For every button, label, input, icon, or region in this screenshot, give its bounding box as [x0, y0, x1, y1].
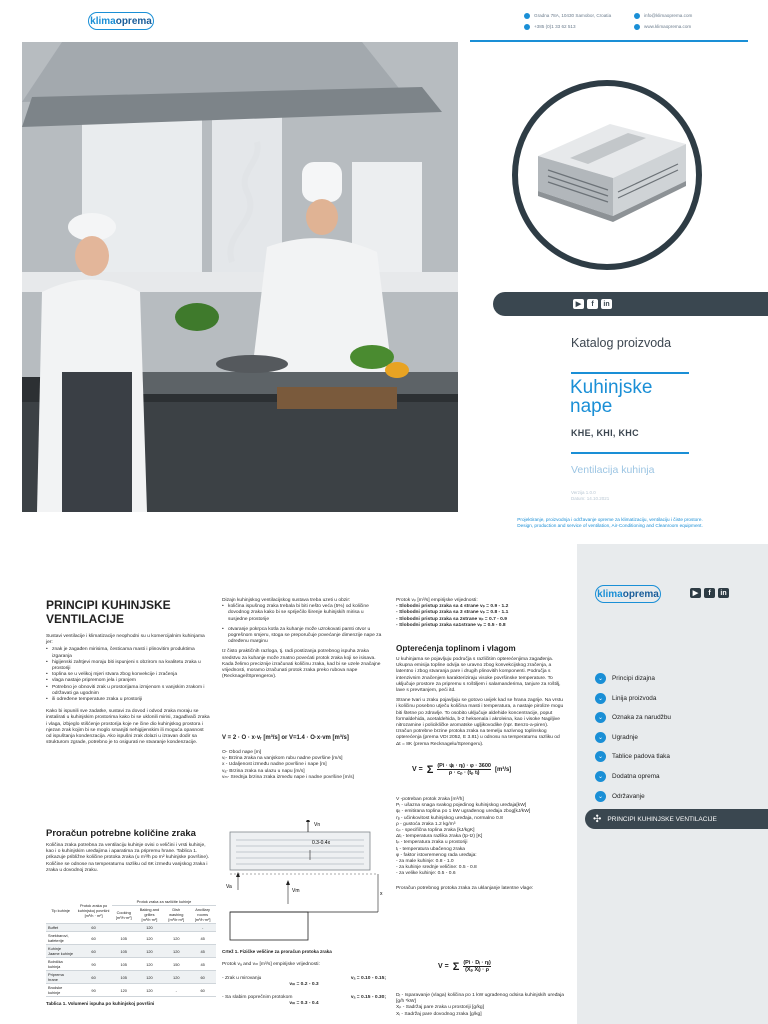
cover-models: KHE, KHI, KHC	[571, 428, 639, 438]
sidebar-item-label: Principi dizajna	[612, 675, 655, 682]
table-cell: Buffet	[46, 924, 75, 932]
velocity-value: vₐ = 0.15 - 0.30;	[350, 994, 386, 1000]
table-row	[46, 984, 216, 997]
table-cell: 45	[189, 945, 216, 958]
logo-mark	[595, 585, 661, 603]
opt-heading: Opterećenja toplinom i vlagom	[396, 644, 516, 653]
linkedin-icon[interactable]: in	[718, 588, 729, 598]
logo-text-b: oprema	[622, 588, 659, 600]
social-bar	[493, 292, 768, 316]
contact-address: Gradna 78A, 10430 Samobor, Croatia	[534, 13, 612, 18]
table-header: Baking and grilles [m³/h·m²]	[136, 906, 164, 924]
chevron-down-icon: ⌄	[595, 693, 606, 704]
sidebar-active-section[interactable]	[585, 809, 768, 829]
cover-tagline	[470, 517, 750, 529]
email-icon	[634, 13, 640, 19]
sidebar-active-label: PRINCIPI KUHINJSKE VENTILACIJE	[607, 815, 717, 823]
list-item: • Potrebno je obnoviti zrak u prostorijama izmjenom s vanjskim zrakom i održavati ga ugodnim	[46, 685, 210, 697]
sidebar-item-odrzavanje[interactable]	[595, 791, 671, 802]
catalog-label: Katalog proizvoda	[571, 336, 672, 350]
table-row	[46, 971, 216, 984]
table-cell: 120	[136, 971, 164, 984]
protok-line: - Slobodni pristup zraka sa1strane vₚ = 0.5 - 0.8	[396, 622, 506, 628]
col3-text	[396, 598, 564, 629]
sidebar-nav	[595, 673, 671, 810]
table-cell: 90	[75, 958, 112, 971]
table-header: Dish washing [m³/h·m²]	[163, 906, 189, 924]
table-cell: 90	[75, 984, 112, 997]
header-accent-rule	[470, 40, 748, 42]
page2-heading-line2: VENTILACIJE	[46, 612, 125, 626]
product-hood-image	[512, 80, 702, 270]
chevron-down-icon: ⌄	[595, 732, 606, 743]
chevron-down-icon: ⌄	[595, 712, 606, 723]
list-item: • otvaranje pokrpca kotla za kuhanje može uzrokovati pamti otvor u pogrešnom smjeru, stoga se preporučuje povećanje dimenzije nape za određenu marginu	[222, 627, 384, 646]
table-cell: 60	[189, 984, 216, 997]
table-cell: 60	[75, 932, 112, 945]
var-line: ηᵢ - učinkovitost kuhinjskog uređaja, normalno 0.8	[396, 815, 503, 821]
version-block	[571, 490, 609, 502]
var-line: Δtᵢ - temperatura razlika zraka (tp-tz) [K]	[396, 834, 483, 840]
table-header: Ancillary rooms [m³/h·m²]	[189, 906, 216, 924]
cover-subtitle: Ventilacija kuhinja	[571, 464, 655, 476]
chevron-down-icon: ⌄	[595, 791, 606, 802]
table-cell: -	[189, 924, 216, 932]
formula-main: V = 2 · O · x·vᵣ [m³/s] or V=1.4 · O·x·vm [m³/s]	[222, 735, 349, 741]
velocity-intro: Protok vₐ and vₘ [m³/s] empirijske vrijednosti:	[222, 962, 320, 967]
table-cell: Brodske kuhinje	[46, 984, 75, 997]
title-rule-top	[571, 372, 689, 374]
table-row	[46, 958, 216, 971]
vars3	[396, 993, 566, 1018]
airflow-diagram	[222, 820, 390, 948]
var-line: Pᵢ - ušazna snaga svakog pojedinog kuhinjskog uređaja[kW]	[396, 803, 527, 809]
sidebar-item-label: Tablice padova tlaka	[612, 753, 670, 761]
sidebar-item-principi[interactable]	[595, 673, 671, 684]
col2-para: Iz čisto praktičnih razloga, tj. radi postizanja potrebnog ispuha zraka sredstvu za kuhanje može znatno povećati protok zraka koji se isisava. Kada želimo preciznije izračunati količinu zraka, kad bi se uzele značajne vrijednosti, moramo izračunati protok zraka preko rubova nape (Recknagel/Sprengerov).	[222, 649, 381, 680]
sidebar-item-label: Dodatna oprema	[612, 772, 660, 780]
fan-icon: ✣	[593, 813, 602, 825]
table-row	[46, 945, 216, 958]
var-line: Xᵢ - Sadržaj pare dovodnog zraka [g/kg]	[396, 1011, 482, 1017]
var-line: cₚ - specifična toplina zraka [kJ/kgK]	[396, 828, 475, 834]
brand-logo	[88, 12, 154, 30]
table-cell: 120	[136, 945, 164, 958]
title-rule-bottom	[571, 452, 689, 454]
air-volume-table	[46, 898, 216, 1006]
table-cell: 105	[112, 971, 136, 984]
var-line: vₐ- Brzina zraka na ulazu u napu [m/s]	[222, 768, 305, 774]
cover-title	[570, 378, 652, 416]
table-row	[46, 932, 216, 945]
table-cell: Priprema hrane	[46, 971, 75, 984]
table-cell: 150	[163, 958, 189, 971]
logo-text-a: klima	[597, 588, 623, 600]
page2-heading	[46, 598, 216, 626]
var-line: tₚ - temperatura zraka u prostoriji	[396, 840, 468, 846]
var-line: tᵢ - temperatura ubačenog zraka	[396, 846, 466, 852]
var-line: - za kuhinje srednje veličine: 0.5 - 0.8	[396, 865, 477, 871]
cover-title-line2: nape	[570, 396, 613, 417]
latent-intro: Proračun potrebnog protoka zraka za uklanjanje latentne vlage:	[396, 885, 534, 891]
list-item: • količina ispušnog zraka trebala bi biti nešto veća (5%) od količine dovodnog zraka kako bi se spriječilo širenje kuhinjskih mirisa u susjedne prostorije	[222, 604, 384, 623]
contact-web-block	[634, 10, 692, 32]
chevron-down-icon: ⌄	[595, 673, 606, 684]
version-text: Verzija 1.0.0	[571, 490, 596, 495]
logo-mark	[88, 12, 154, 30]
table-cell: 45	[189, 932, 216, 945]
sidebar-item-tablice[interactable]	[595, 751, 671, 762]
table-header: Cooking [m³/h·m²]	[112, 906, 136, 924]
var-line: vᵣ- Brzina zraka na vanjskom rubu nadne površine [m/s]	[222, 756, 343, 762]
table-cell: Snekbarovi, kafeterije	[46, 932, 75, 945]
table-cell: 120	[136, 932, 164, 945]
kitchen-scene	[22, 42, 458, 512]
table-caption: Tablica 1. Volumeni ispuha po kuhinjskoj površini	[46, 1001, 155, 1006]
table-cell: 120	[163, 945, 189, 958]
figure-caption: Crtež 1. Fizičke veličine za proračun protoka zraka	[222, 949, 332, 954]
kitchen-hood-illustration	[518, 86, 696, 264]
table-cell: 120	[112, 984, 136, 997]
table-cell: 60	[75, 924, 112, 932]
intro-bullets	[46, 647, 210, 703]
intro-text: Sustavi ventilacije i klimatizacije neophodni su u komercijalnim kuhinjama jer:	[46, 634, 205, 646]
col2-bullets	[222, 604, 384, 645]
table-header-group: Protok zraka za različite kuhinje	[112, 898, 216, 906]
velocity-label: - Sa slabim poprečnim protokom	[222, 994, 293, 1000]
facebook-icon[interactable]: f	[587, 299, 598, 309]
table-cell: 105	[112, 958, 136, 971]
opt-text	[396, 657, 564, 748]
formula2-denominator: ρ · cₚ · (tₚ tᵢ)	[448, 770, 480, 776]
formula3-numerator: (Pi · Dᵢ · ηᵢ)	[463, 960, 491, 966]
para1: Kako bi ispunili sve zadatke, sustavi za dovod i odvod zraka moraju se instalirati u kuhinjskim prostorima kako bi se uklonili mirisi, zagađivači zraka i vlaga, izbjeglo stišćenje prostorija koje ne čine dio kuhinjskog prostora i njezan zrak kojim bi se moglo smanjiti nehigijenskim ili moguća opasnost od ispuštanja kondenzacija. Ako ispušni zrak dolazi u izravan dodir sa strukturom zgrade, potrebno je to osigurati ne stvaranje kondenzacije.	[46, 709, 210, 746]
list-item: • znak je zagađen mirisima, česticama masti i plinovitim produktima izgaranja	[46, 647, 210, 659]
sidebar-item-label: Ugradnje	[612, 733, 638, 741]
var-line: ψᵢ - emitirana toplina po 1 kW ugrađenog uređaja zbog[kJ/kW]	[396, 809, 531, 815]
sidebar-item-label: Linija proizvoda	[612, 694, 657, 702]
table-cell: 120	[136, 984, 164, 997]
table-header: Protok zraka po kuhinjskoj površini [m³/h · m²]	[75, 898, 112, 924]
location-icon	[524, 13, 530, 19]
table-cell: 60	[75, 971, 112, 984]
contact-address-block	[524, 10, 611, 32]
formula3: V = Σ $\frac{\text{(Pi · Dᵢ · ηᵢ)}}{\text{(Xₚ Xᵢ) · ρ}}$	[438, 960, 491, 973]
linkedin-icon[interactable]: in	[601, 299, 612, 309]
list-item: • toplina se u velikoj mjeri stvara zbog konvekcije i zračenja	[46, 672, 210, 678]
vars2	[396, 797, 566, 892]
sidebar-logo	[595, 585, 661, 603]
var-line: - za male kuhinje: 0.8 - 1.0	[396, 859, 454, 865]
opt-para2: Strane tvari u zraku pojavljuju se gotovo uvijek kad se hrana zagrije. Na vrstu i količinu posebno utječu količina masti i temperatura, a nastaje pirolize mogu biti štetne po zdravlje. To osobito uključuje aldehide koncentracije, poput formaldehida, acetaldehida, b-2 heksenala i akroleina, kao i visoke Nagiljive nitrozamine i policikličke aromatske ugljikovodike (npr. Benzo-a-piren). Izračun potrebne brzine protoka zraka na temelju nazivnog toplinskog opterećenja (prema VDI 2052, E 3.81) u odnosu na temperaturnu razliku od Δt = 8K (prema Recknagelu/Sprengeru).	[396, 698, 564, 747]
youtube-icon[interactable]: ▶	[690, 588, 701, 598]
opt-para1: U kuhinjama se pojavljuju područja s različitim opterećenjima zagađenja. Ukupna emisija topline odvija se uravno zbog konvekcijskog zračenja, a latentno i zbog stvaranja pare i drugih plinovitih komponenti. Područja s intenzivnim značenjem karakteriziraju visoke površinske temperature. To uključuje prostore za pripremu s roštiljem i salamanderima, tanjure za roštilj, lave s prevrtanjem, peći itd.	[396, 657, 561, 694]
label-dim: 0.3-0.4x	[312, 840, 331, 846]
logo-text-b: oprema	[115, 15, 152, 27]
table	[46, 898, 216, 997]
var-line: vₘ- Srednja brzina zraka između nape i nadne površine [m/s]	[222, 774, 354, 780]
youtube-icon[interactable]: ▶	[573, 299, 584, 309]
var-line: - za velike kuhinje: 0.5 - 0.6	[396, 871, 456, 877]
table-cell: 45	[189, 958, 216, 971]
sidebar-item-dodatna[interactable]	[595, 771, 671, 782]
velocity-value: vₘ = 0.3 - 0.4	[289, 1000, 319, 1006]
velocity-block	[222, 962, 386, 1007]
table-cell: 105	[112, 932, 136, 945]
formula2: V = Σ $\frac{\text{(Pi · ψᵢ · ηᵢ) · φ · 3600}}{\text{ρ · cₚ · (tₚ tᵢ)}}$ [m³/s]	[412, 763, 512, 776]
table-header: Tip kuhinje	[46, 898, 75, 924]
cover-title-line1: Kuhinjske	[570, 377, 653, 398]
table-cell: -	[163, 984, 189, 997]
formula2-numerator: (Pi · ψᵢ · ηᵢ) · φ · 3600	[437, 763, 491, 769]
velocity-value: vₐ = 0.10 - 0.15;	[350, 976, 386, 982]
col2-intro: Dizajn kuhinjskog ventilacijskog sustava treba uzeti u obzir:	[222, 598, 351, 603]
var-line: Xₚ - Sadržaj pare zraka u prostoriji [g/kg]	[396, 1005, 484, 1011]
sidebar-item-oznaka[interactable]	[595, 712, 671, 723]
var-line: φ - faktor istovremenog rada uređaja:	[396, 852, 477, 858]
formula2-unit: [m³/s]	[494, 766, 512, 773]
table-cell: Bolnička kuhinja	[46, 958, 75, 971]
label-vn: Vn	[314, 822, 321, 828]
table-cell: 105	[112, 945, 136, 958]
table-cell: 120	[136, 924, 164, 932]
label-va: Va	[226, 884, 232, 890]
formula-vars	[222, 750, 386, 781]
protok-line: - Slobodni pristup zraka sa 3 strane vₚ = 0.8 - 1.1	[396, 610, 509, 616]
logo-text-a: klima	[90, 15, 116, 27]
table-cell: 120	[163, 932, 189, 945]
globe-icon	[634, 24, 640, 30]
var-line: O- Obod nape [m]	[222, 750, 262, 755]
chevron-down-icon: ⌄	[595, 751, 606, 762]
list-item: • vlaga nastaje pripremom jela i pranjem	[46, 678, 210, 684]
col2-text	[222, 598, 384, 680]
table-cell: 120	[163, 971, 189, 984]
phone-icon	[524, 24, 530, 30]
tagline-hr: Projektiranje, proizvodnja i održavanje opreme za klimatizaciju, ventilaciju i čiste prostore.	[517, 517, 703, 522]
table-cell	[163, 924, 189, 932]
label-vm: Vm	[292, 888, 300, 894]
velocity-value: vₘ = 0.2 - 0.3	[289, 982, 319, 988]
sidebar-item-linija[interactable]	[595, 693, 671, 704]
sidebar-item-label: Oznaka za narudžbu	[612, 714, 671, 722]
list-item: • ili određene temperature zraka u prostoriji	[46, 697, 210, 703]
var-line: V -potreban protok zraka [m³/h]	[396, 797, 464, 802]
velocity-label: - Zrak u mirovanju	[222, 976, 262, 982]
var-line: Dᵢ - Isparavanje (vlaga) količina po 1 kW ugrađenog odsisa kuhinjskih uređaja [g/h *kW]	[396, 993, 564, 1005]
calc-text: Količina zraka potrebna za ventilaciju kuhinje ovisi o veličini i vrsti kuhinje, kao i o kuhinjskim uređajima i aparatima za pripremu hrane. Tablica 1. prikazuje približne količine protoka zraka (u m³/h po m² kuhinjske površine). Količine se odnose na temperaturnu razliku od 6K između vanjskog zraka i zraka u dovodnoj zraku.	[46, 843, 210, 873]
sidebar-item-ugradnje[interactable]	[595, 732, 671, 743]
airflow-figure	[222, 820, 390, 948]
table-row	[46, 924, 216, 932]
date-text: Datum: 14.10.2021	[571, 496, 610, 501]
protok-intro: Protok vₚ [m³/s] empirijske vrijednosti:	[396, 598, 478, 603]
table-cell: Kuhinje Jaame kuhinje	[46, 945, 75, 958]
contact-email[interactable]: info@klimaoprema.com	[644, 13, 693, 18]
contact-web[interactable]: www.klimaoprema.com	[644, 24, 692, 29]
table-body	[46, 924, 216, 997]
col1-text	[46, 634, 210, 746]
protok-line: - Slobodni pristup zraka sa 2strane vₚ = 0.7 - 0.9	[396, 616, 507, 622]
formula3-denominator: (Xₚ Xᵢ) · ρ	[465, 967, 490, 973]
label-x: x	[380, 891, 383, 897]
var-line: ρ - gustoća zraka 1.2 kg/m³	[396, 821, 456, 827]
table-cell: 60	[189, 971, 216, 984]
list-item: • higijenski zahtjevi moraju biti ispunjeni s obzirom na kvalitetu zraka u prostoriji	[46, 660, 210, 672]
var-line: x - Udaljenost između nadne površine i nape [m]	[222, 762, 327, 768]
sidebar-item-label: Održavanje	[612, 792, 645, 800]
kitchen-hero-photo	[22, 42, 458, 512]
protok-line: - Slobodni pristup zraka sa 4 strane vₚ = 0.9 - 1.2	[396, 604, 509, 610]
facebook-icon[interactable]: f	[704, 588, 715, 598]
calc-heading: Proračun potrebne količine zraka	[46, 828, 196, 839]
page2-heading-line1: PRINCIPI KUHINJSKE	[46, 598, 171, 612]
table-cell	[112, 924, 136, 932]
chevron-down-icon: ⌄	[595, 771, 606, 782]
table-cell: 60	[75, 945, 112, 958]
contact-phone: +385 (0)1 33 62 513	[534, 24, 576, 29]
tagline-en: Design, production and service of ventilation, Air-Conditioning and Cleanroom equipment.	[517, 523, 703, 528]
table-cell: 120	[136, 958, 164, 971]
sidebar-social	[690, 588, 729, 598]
